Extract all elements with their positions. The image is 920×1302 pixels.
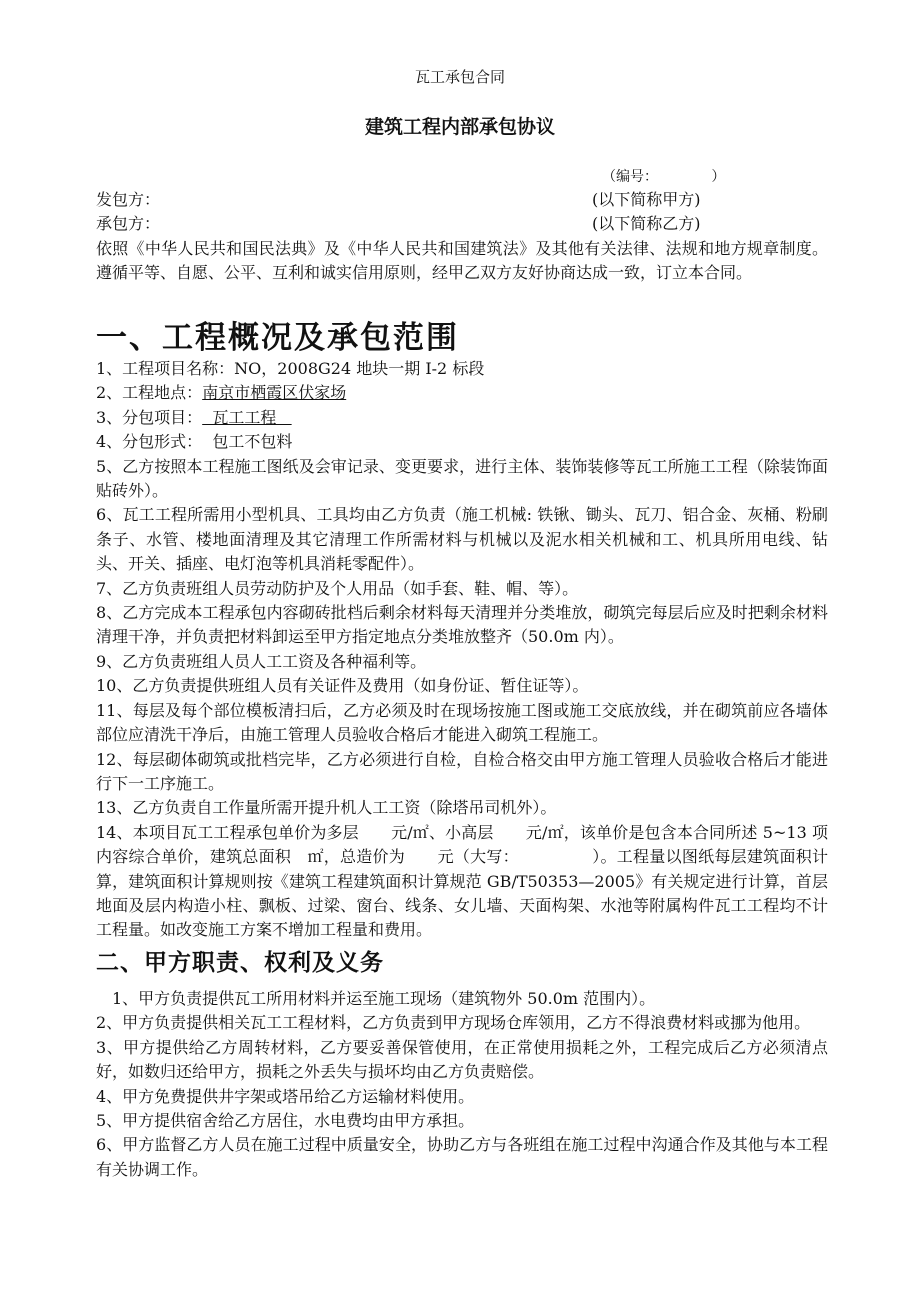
document-title: 建筑工程内部承包协议 — [364, 116, 555, 138]
contractor-label: 承包方： — [96, 214, 161, 233]
intro-text: 依照《中华人民共和国民法典》及《中华人民共和国建筑法》及其他有关法律、法规和地方规章制度。遵循平等、自愿、公平、互利和诚实信用原则，经甲乙双方友好协商达成一致，订立本合同。 — [96, 239, 828, 283]
s2-item-4: 4、甲方免费提供井字架或塔吊给乙方运输材料使用。 — [96, 1086, 475, 1106]
employer-note: (以下简称甲方) — [592, 190, 701, 209]
s1-item-4: 4、分包形式： 包工不包料 — [96, 432, 293, 452]
contractor-row — [96, 212, 836, 236]
section-2-body — [96, 987, 828, 1182]
intro-paragraph — [96, 237, 828, 286]
section-2-heading: 二、甲方职责、权利及义务 — [96, 949, 384, 976]
s1-item-5: 5、乙方按照本工程施工图纸及会审记录、变更要求，进行主体、装饰装修等瓦工所施工工程（除装饰面贴砖外）。 — [96, 456, 828, 501]
employer-label: 发包方： — [96, 190, 161, 209]
s1-item-8: 8、乙方完成本工程承包内容砌砖批档后剩余材料每天清理并分类堆放，砌筑完每层后应及时把剩余材料清理干净，并负责把材料卸运至甲方指定地点分类堆放整齐（50.0m 内）。 — [96, 603, 828, 647]
employer-row — [96, 188, 836, 212]
s1-item-9: 9、乙方负责班组人员人工工资及各种福利等。 — [96, 651, 427, 671]
s1-item-2-label: 2、工程地点： — [96, 383, 203, 403]
s1-item-3 — [96, 406, 828, 430]
s2-item-3: 3、甲方提供给乙方周转材料，乙方要妥善保管使用，在正常使用损耗之外，工程完成后乙方必须清点好，如数归还给甲方，损耗之外丢失与损坏均由乙方负责赔偿。 — [96, 1037, 828, 1082]
s1-item-11: 11、每层及每个部位模板清扫后，乙方必须及时在现场按施工图或施工交底放线，并在砌筑前应各墙体部位应清洗干净后，由施工管理人员验收合格后才能进入砌筑工程施工。 — [96, 700, 828, 745]
s1-item-6: 6、瓦工工程所需用小型机具、工具均由乙方负责（施工机械: 铁锹、锄头、瓦刀、铝合金、灰桶、粉刷条子、水管、楼地面清理及其它清理工作所需材料与机械以及泥水相关机械和工、机具所用电线、钻头、开关、插座、电灯泡等机具消耗零配件）。 — [96, 505, 828, 574]
s1-item-12: 12、每层砌体砌筑或批档完毕，乙方必须进行自检，自检合格交由甲方施工管理人员验收合格后才能进行下一工序施工。 — [96, 749, 828, 793]
s2-item-2: 2、甲方负责提供相关瓦工工程材料，乙方负责到甲方现场仓库领用，乙方不得浪费材料或挪为他用。 — [96, 1013, 811, 1033]
s1-item-14: 14、本项目瓦工工程承包单价为多层 元/㎡、小高层 元/㎡，该单价是包含本合同所述 5~13 项内容综合单价，建筑总面积 ㎡，总造价为 元（大写： ）。工程量以图纸每层建筑面积计算，建筑面积计算规则按《建筑工程建筑面积计算规范 GB/T50353—2005》有关规定进行计算，首层地面及层内构造小柱、飘板、过梁、窗台、线条、女儿墙、天面构架、水池等附属构件瓦工工程均不计工程量。如改变施工方案不增加工程量和费用。 — [96, 822, 828, 940]
s2-item-6: 6、甲方监督乙方人员在施工过程中质量安全，协助乙方与各班组在施工过程中沟通合作及其他与本工程有关协调工作。 — [96, 1135, 828, 1179]
s1-item-10: 10、乙方负责提供班组人员有关证件及费用（如身份证、暂住证等）。 — [96, 676, 589, 696]
s2-item-1: 1、甲方负责提供瓦工所用材料并运至施工现场（建筑物外 50.0m 范围内）。 — [96, 989, 656, 1008]
s2-item-5: 5、甲方提供宿舍给乙方居住，水电费均由甲方承担。 — [96, 1111, 475, 1131]
s1-item-3-label: 3、分包项目： — [96, 407, 203, 427]
serial-number: （编号： ） — [602, 169, 726, 185]
document-header: 瓦工承包合同 — [414, 68, 505, 86]
s1-item-2-value: 南京市栖霞区伏家场 — [202, 383, 347, 403]
s1-item-7: 7、乙方负责班组人员劳动防护及个人用品（如手套、鞋、帽、等）。 — [96, 578, 579, 598]
s1-item-13: 13、乙方负责自工作量所需开提升机人工工资（除塔吊司机外）。 — [96, 798, 557, 818]
s1-item-3-value: 瓦工工程 — [202, 407, 292, 427]
section-1-heading: 一、工程概况及承包范围 — [96, 320, 459, 356]
s1-item-2 — [96, 381, 828, 405]
s1-item-1: 1、工程项目名称：NO，2008G24 地块一期 I-2 标段 — [96, 359, 485, 378]
section-1-body — [96, 357, 828, 943]
contractor-note: (以下简称乙方) — [592, 214, 701, 233]
